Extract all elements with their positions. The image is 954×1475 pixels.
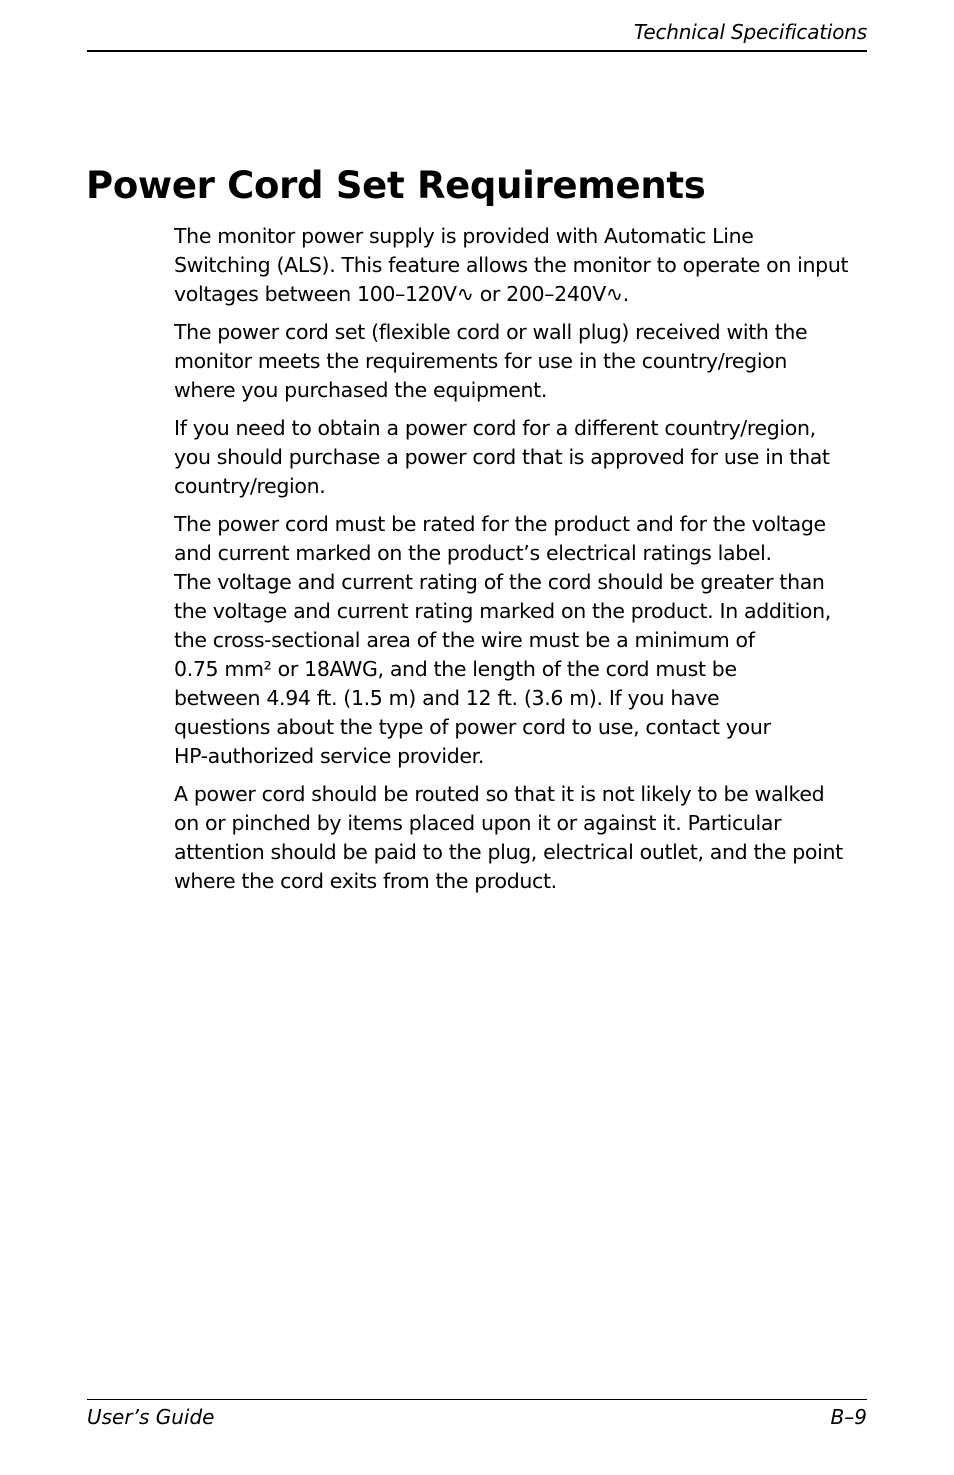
paragraph-rating: The power cord must be rated for the product and for the voltage and current marked on the product’s electrical ratings label. The voltage and current rating of the cord should be greater than the voltage and current rating marked on the product. In addition, the cross-sectional area of the wire must be a minimum of 0.75 mm² or 18AWG, and the length of the cord must be between 4.94 ft. (1.5 m) and 12 ft. (3.6 m). If you have questions about the type of power cord to use, contact your HP-authorized service provider. (174, 512, 831, 768)
running-header (87, 18, 867, 52)
page-title: Power Cord Set Requirements (86, 164, 706, 207)
running-footer (87, 1399, 867, 1434)
header-section-title: Technical Specifications (633, 20, 867, 44)
footer-guide-title: User’s Guide (87, 1405, 215, 1429)
paragraph-routing: A power cord should be routed so that it is not likely to be walked on or pinched by items placed upon it or against it. Particular attention should be paid to the plug, electrical outlet, and the point where the cord exits from the product. (174, 782, 843, 893)
paragraph-different-region: If you need to obtain a power cord for a different country/region, you should purchase a power cord that is approved for use in that country/region. (174, 416, 830, 498)
body-text (174, 222, 874, 905)
paragraph-als: The monitor power supply is provided with Automatic Line Switching (ALS). This feature allows the monitor to operate on input voltages between 100–120V∿ or 200–240V∿. (174, 224, 849, 306)
page-number: B–9 (830, 1405, 867, 1429)
paragraph-cord-set: The power cord set (flexible cord or wall plug) received with the monitor meets the requirements for use in the country/region where you purchased the equipment. (174, 320, 808, 402)
